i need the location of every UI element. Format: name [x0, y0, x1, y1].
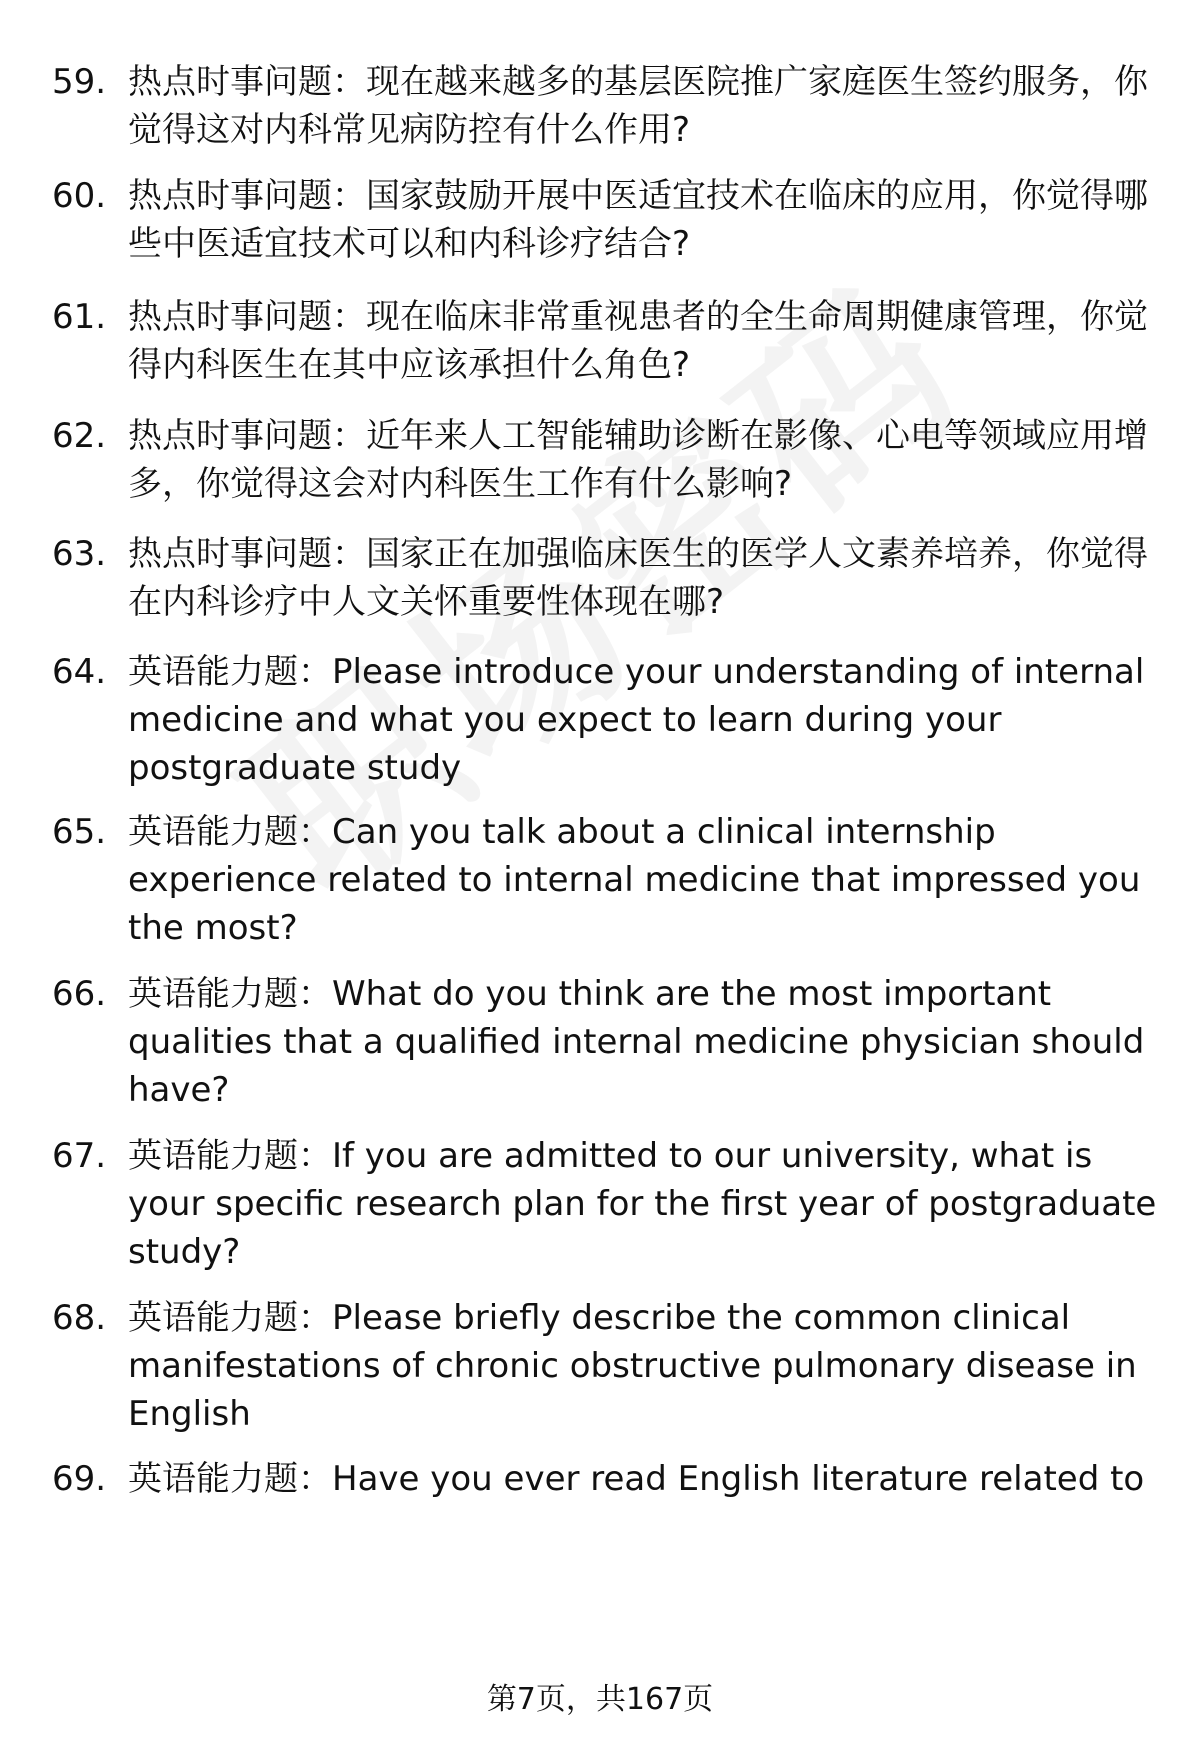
question-number: 69.: [52, 1459, 107, 1499]
question-number: 62.: [52, 416, 107, 456]
question-text: 英语能力题：Have you ever read English literature related to: [128, 1459, 1145, 1499]
page-footer: 第7页，共167页: [486, 1682, 714, 1717]
question-text: 英语能力题：What do you think are the most important qualities that a qualified internal medicine physician should have?: [128, 974, 1145, 1110]
question-number: 63.: [52, 534, 107, 574]
question-number: 68.: [52, 1298, 107, 1338]
question-number: 64.: [52, 652, 107, 692]
question-text: 热点时事问题：现在临床非常重视患者的全生命周期健康管理，你觉得内科医生在其中应该承担什么角色?: [128, 297, 1148, 385]
question-text: 英语能力题：Please introduce your understanding of internal medicine and what you expect to learn during your postgraduate study: [128, 652, 1145, 788]
question-text: 英语能力题：Please briefly describe the common clinical manifestations of chronic obstructive pulmonary disease in English: [128, 1298, 1137, 1434]
question-text: 热点时事问题：国家正在加强临床医生的医学人文素养培养，你觉得在内科诊疗中人文关怀重要性体现在哪?: [128, 534, 1148, 622]
question-number: 59.: [52, 62, 107, 102]
question-text: 英语能力题：If you are admitted to our university, what is your specific research plan for the first year of postgraduate study?: [128, 1136, 1157, 1272]
question-number: 61.: [52, 297, 107, 337]
question-number: 60.: [52, 176, 107, 216]
question-text: 热点时事问题：现在越来越多的基层医院推广家庭医生签约服务，你觉得这对内科常见病防控有什么作用?: [128, 62, 1148, 150]
question-text: 英语能力题：Can you talk about a clinical internship experience related to internal medicine that impressed you the most?: [128, 812, 1141, 948]
question-text: 热点时事问题：近年来人工智能辅助诊断在影像、心电等领域应用增多，你觉得这会对内科医生工作有什么影响?: [128, 416, 1148, 504]
question-text: 热点时事问题：国家鼓励开展中医适宜技术在临床的应用，你觉得哪些中医适宜技术可以和内科诊疗结合?: [128, 176, 1148, 264]
question-number: 67.: [52, 1136, 107, 1176]
question-number: 65.: [52, 812, 107, 852]
question-number: 66.: [52, 974, 107, 1014]
